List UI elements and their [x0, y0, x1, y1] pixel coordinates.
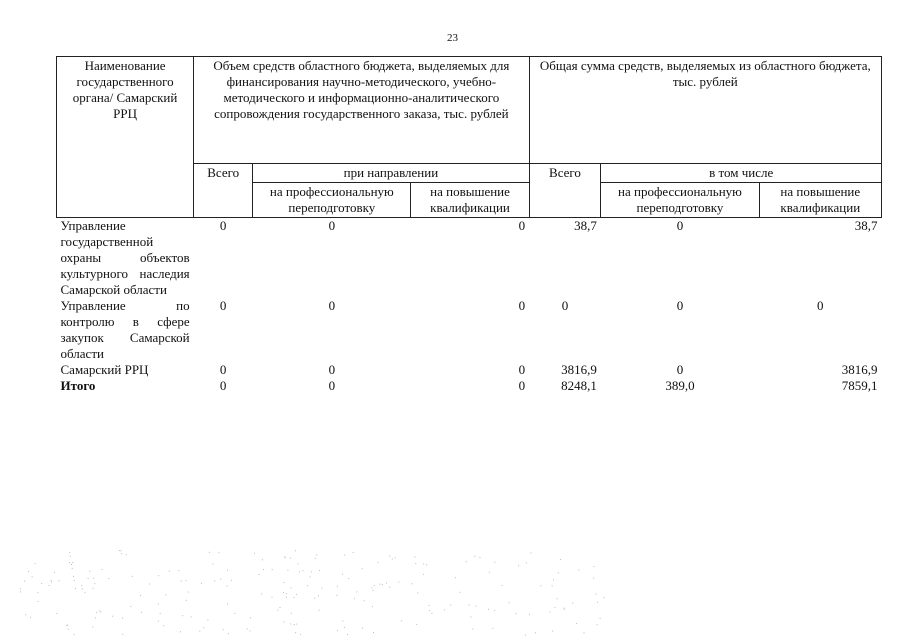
table-row [57, 218, 882, 299]
cell-qual-1: 0 [518, 218, 526, 233]
budget-table [56, 56, 882, 394]
cell-qual-1: 0 [518, 378, 526, 393]
table-row [57, 298, 882, 362]
total-row [57, 378, 882, 394]
cell-total-1: 0 [219, 378, 227, 393]
header-qual-1: на повышение квалификации [411, 183, 529, 218]
row-name: Управление государственной охраны объектов культурного наследия Самарской области [60, 218, 190, 297]
cell-prof-1: 0 [328, 218, 336, 233]
cell-total-2: 38,7 [574, 218, 597, 233]
header-name: Наименование государственного органа/ Самарский РРЦ [57, 57, 194, 218]
cell-total-2: 0 [561, 298, 569, 313]
header-group-budget: Объем средств областного бюджета, выделяемых для финансирования научно-методического, учебно-методического и информационно-аналитического сопровождения государственного заказа, тыс. рублей [194, 57, 529, 164]
cell-total-1: 0 [219, 362, 227, 377]
cell-qual-2: 38,7 [854, 218, 878, 233]
page-number: 23 [447, 32, 458, 44]
cell-total-2: 8248,1 [561, 378, 597, 393]
cell-prof-2: 0 [676, 298, 684, 313]
header-total-2: Всего [529, 164, 601, 218]
cell-qual-1: 0 [518, 298, 526, 313]
cell-total-1: 0 [219, 298, 227, 313]
cell-prof-2: 0 [676, 218, 684, 233]
cell-qual-1: 0 [518, 362, 526, 377]
row-name: Самарский РРЦ [60, 362, 149, 377]
header-including: в том числе [601, 164, 882, 183]
scan-noise [0, 540, 905, 640]
cell-prof-1: 0 [328, 362, 336, 377]
cell-total-2: 3816,9 [561, 362, 597, 377]
cell-qual-2: 0 [817, 298, 824, 313]
header-total-1: Всего [194, 164, 253, 218]
row-name: Управление по контролю в сфере закупок Самарской области [60, 298, 190, 361]
cell-qual-2: 3816,9 [841, 362, 878, 377]
header-direction: при направлении [253, 164, 529, 183]
header-group-total-sum: Общая сумма средств, выделяемых из областного бюджета, тыс. рублей [529, 57, 881, 164]
cell-prof-1: 0 [328, 298, 336, 313]
header-prof-2: на профессиональную переподготовку [601, 183, 759, 218]
cell-prof-1: 0 [328, 378, 336, 393]
header-qual-2: на повышение квалификации [759, 183, 881, 218]
cell-prof-2: 0 [676, 362, 684, 377]
cell-prof-2: 389,0 [665, 378, 695, 393]
total-row-label: Итого [60, 378, 96, 393]
cell-total-1: 0 [219, 218, 227, 233]
header-prof-1: на профессиональную переподготовку [253, 183, 411, 218]
cell-qual-2: 7859,1 [841, 378, 878, 393]
table-row [57, 362, 882, 378]
